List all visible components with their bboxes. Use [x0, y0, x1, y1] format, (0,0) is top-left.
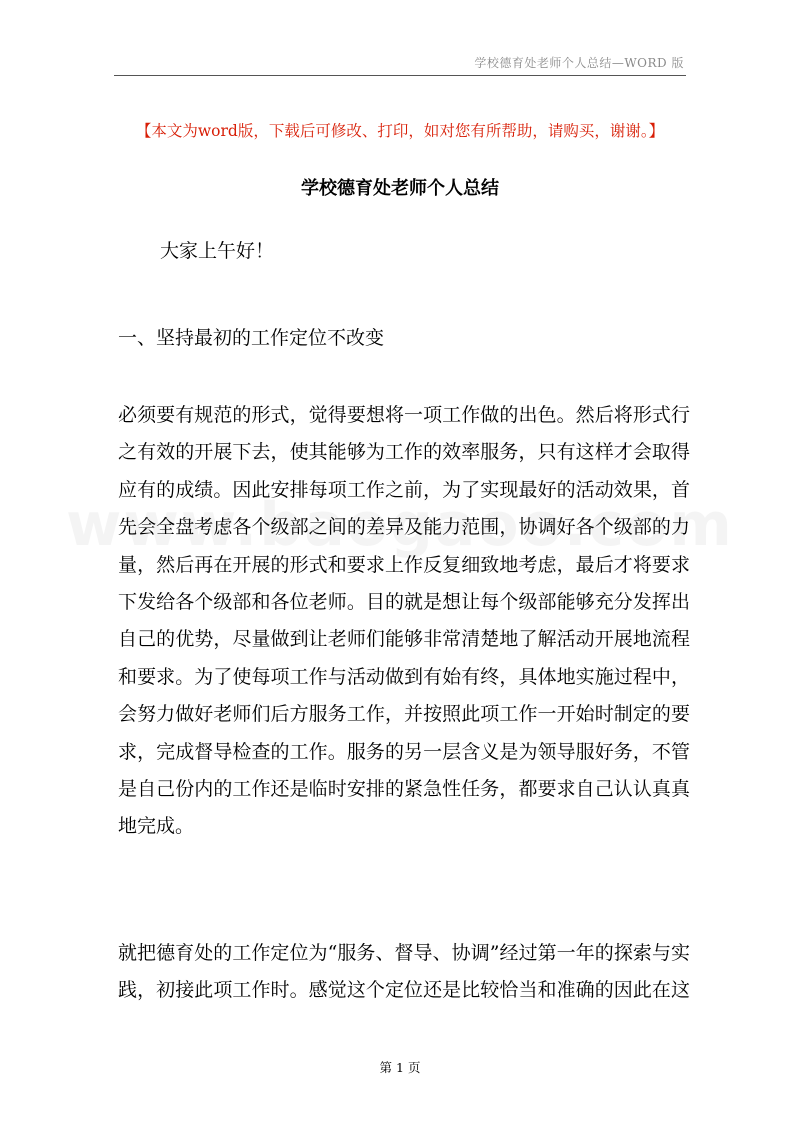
paragraph-line: 之有效的开展下去，使其能够为工作的效率服务，只有这样才会取得 — [118, 441, 690, 464]
body-paragraph-2 — [118, 935, 690, 1010]
paragraph-line: 量，然后再在开展的形式和要求上作反复细致地考虑，最后才将要求 — [118, 553, 690, 576]
greeting: 大家上午好！ — [160, 240, 275, 262]
download-notice: 【本文为word版，下载后可修改、打印，如对您有所帮助，请购买，谢谢。】 — [135, 122, 665, 140]
paragraph-line: 先会全盘考虑各个级部之间的差异及能力范围，协调好各个级部的力 — [118, 516, 690, 539]
paragraph-line: 求，完成督导检查的工作。服务的另一层含义是为领导服好务，不管 — [118, 740, 690, 763]
paragraph-line: 践，初接此项工作时。感觉这个定位还是比较恰当和准确的因此在这 — [118, 979, 690, 1002]
section-heading: 一、坚持最初的工作定位不改变 — [118, 327, 385, 349]
running-header: 学校德育处老师个人总结—WORD 版 — [474, 56, 684, 70]
paragraph-line: 应有的成绩。因此安排每项工作之前，为了实现最好的活动效果，首 — [118, 478, 690, 501]
paragraph-line: 是自己份内的工作还是临时安排的紧急性任务，都要求自己认认真真 — [118, 777, 690, 800]
paragraph-line: 和要求。为了使每项工作与活动做到有始有终，具体地实施过程中， — [118, 665, 690, 688]
paragraph-line: 地完成。 — [118, 815, 195, 838]
body-paragraph-1 — [118, 397, 690, 846]
paragraph-line: 就把德育处的工作定位为“服务、督导、协调”经过第一年的探索与实 — [118, 942, 690, 964]
paragraph-line: 必须要有规范的形式，觉得要想将一项工作做的出色。然后将形式行 — [118, 404, 690, 426]
document-title: 学校德育处老师个人总结 — [301, 178, 499, 199]
paragraph-line: 下发给各个级部和各位老师。目的就是想让每个级部能够充分发挥出 — [118, 590, 690, 613]
paragraph-line: 会努力做好老师们后方服务工作，并按照此项工作一开始时制定的要 — [118, 703, 690, 726]
paragraph-line: 自己的优势，尽量做到让老师们能够非常清楚地了解活动开展地流程 — [118, 628, 690, 651]
page-number: 第 1 页 — [379, 1060, 421, 1075]
header-divider — [114, 75, 686, 76]
